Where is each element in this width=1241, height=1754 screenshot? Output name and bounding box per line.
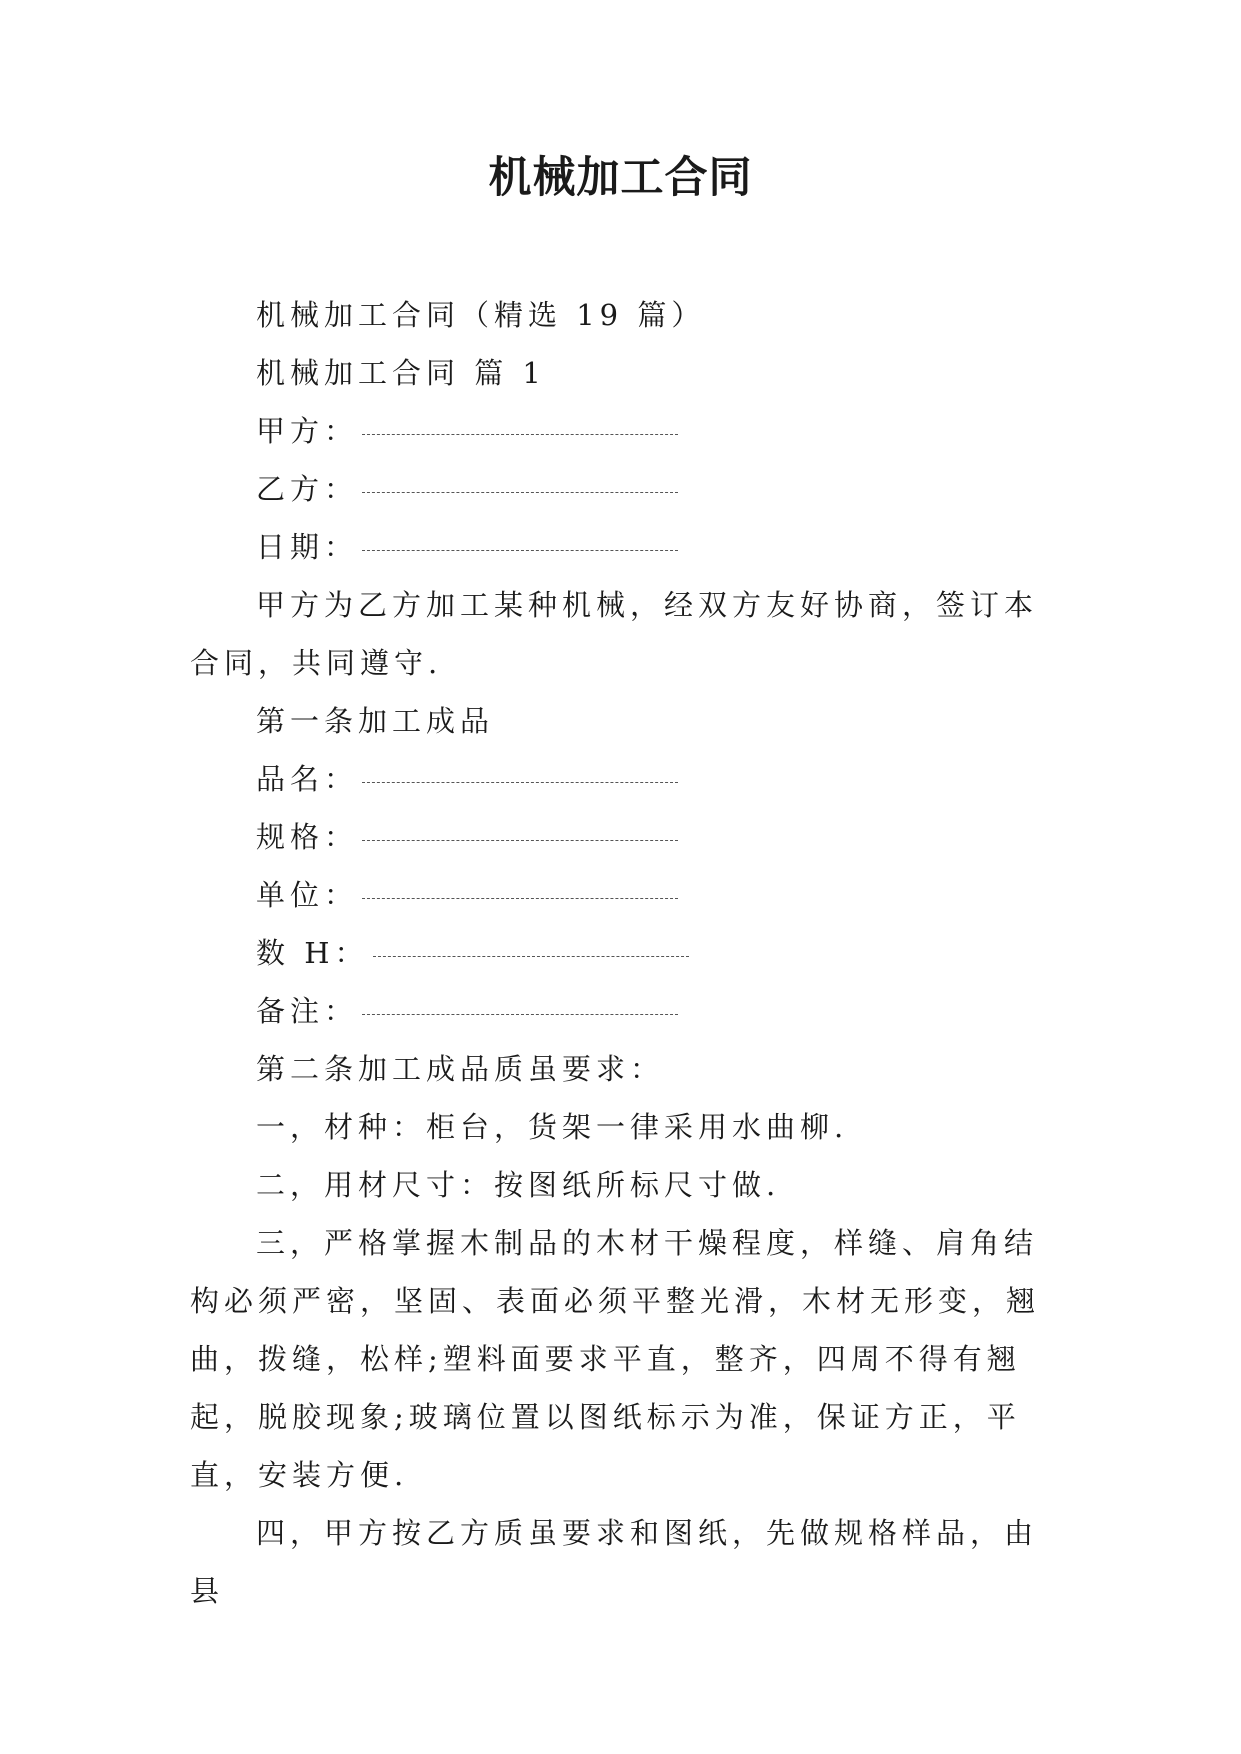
subtitle-line: 机械加工合同（精选 19 篇）	[256, 298, 706, 332]
spec-label: 规格：	[256, 820, 359, 854]
party-a-blank	[362, 432, 678, 435]
unit-label: 单位：	[256, 878, 359, 912]
party-b-label: 乙方：	[256, 472, 359, 506]
date-label: 日期：	[256, 530, 359, 564]
product-name-label: 品名：	[256, 762, 359, 796]
party-b-field	[190, 460, 1050, 518]
date-blank	[362, 548, 678, 551]
date-field	[190, 518, 1050, 576]
unit-blank	[362, 896, 678, 899]
quantity-label: 数 H：	[256, 936, 369, 970]
note-field	[190, 982, 1050, 1040]
requirement-item-3: 三，严格掌握木制品的木材干燥程度，样缝、肩角结构必须严密，坚固、表面必须平整光滑，木材无形变，翘曲，拨缝，松样;塑料面要求平直，整齐，四周不得有翘起，脱胶现象;玻璃位置以图纸标示为准，保证方正，平直，安装方便.	[190, 1226, 1041, 1492]
requirement-item-4: 四，甲方按乙方质虽要求和图纸，先做规格样品，由县	[190, 1516, 1039, 1608]
requirement-item-2: 二，用材尺寸：按图纸所标尺寸做.	[256, 1168, 781, 1202]
party-a-label: 甲方：	[256, 414, 359, 448]
product-name-field	[190, 750, 1050, 808]
spec-field	[190, 808, 1050, 866]
product-name-blank	[362, 780, 678, 783]
note-blank	[362, 1012, 678, 1015]
unit-field	[190, 866, 1050, 924]
party-b-blank	[362, 490, 678, 493]
party-a-field	[190, 402, 1050, 460]
document-body	[190, 286, 1050, 1620]
note-label: 备注：	[256, 994, 359, 1028]
article-2-heading: 第二条加工成品质虽要求：	[256, 1052, 665, 1086]
quantity-field	[190, 924, 1050, 982]
requirement-item-1: 一，材种：柜台，货架一律采用水曲柳.	[256, 1110, 849, 1144]
document-title: 机械加工合同	[488, 153, 753, 203]
spec-blank	[362, 838, 678, 841]
quantity-blank	[373, 954, 689, 957]
article-1-heading: 第一条加工成品	[256, 704, 495, 738]
section-heading: 机械加工合同 篇 1	[256, 356, 546, 390]
intro-paragraph: 甲方为乙方加工某种机械，经双方友好协商，签订本合同，共同遵守.	[190, 588, 1039, 680]
